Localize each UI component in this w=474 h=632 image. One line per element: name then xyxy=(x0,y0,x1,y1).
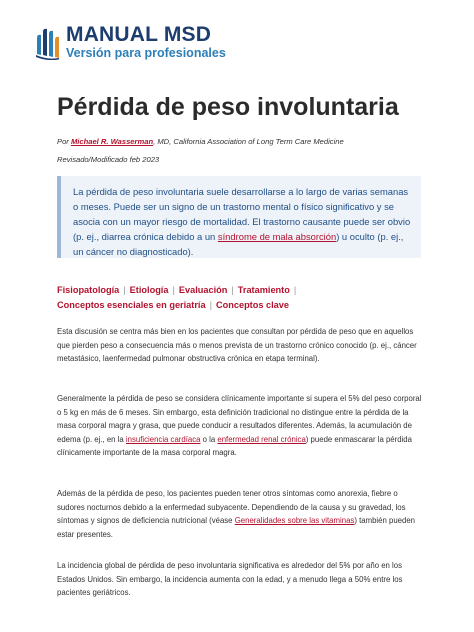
summary-text-end: ) u oculto (p. ej., un cáncer no diagnosticado). xyxy=(73,231,404,257)
body-paragraph-4: La incidencia global de pérdida de peso involuntaria significativa es alrededor del 5% por año en los Estados Unidos. Sin embargo, la incidencia aumenta con la edad, y a menudo llega a 50% entre los pacientes geriátricos. xyxy=(57,561,403,598)
msd-manual-logo[interactable] xyxy=(34,24,226,60)
p2-text-end: ) puede enmascarar la pérdida clínicamente importante de la masa corporal magra. xyxy=(57,434,412,458)
nav-link-evaluacion[interactable]: Evaluación xyxy=(178,285,228,295)
nav-link-conceptos-geriatria[interactable]: Conceptos esenciales en geriatría xyxy=(57,300,206,310)
summary-text xyxy=(61,176,421,259)
link-generalidades-vitaminas[interactable]: Generalidades sobre las vitaminas xyxy=(234,516,355,526)
p3-text-end: ) también pueden estar presentes. xyxy=(57,516,416,539)
byline-prefix: Por xyxy=(57,137,71,146)
body-paragraph-1: Esta discusión se centra más bien en los pacientes que consultan por pérdida de peso que en aquellos que pierden peso a consecuencia más o menos prevista de un trastorno crónico conocido (p. ej., cáncer metastásico, laenfermedad pulmonar obstructiva crónica en etapa terminal). xyxy=(57,327,417,364)
link-insuficiencia-cardiaca[interactable]: insuficiencia cardíaca xyxy=(125,434,201,444)
manual-logo-icon xyxy=(34,24,60,60)
author-link[interactable]: Michael R. Wasserman xyxy=(70,137,154,146)
revised-date: Revisado/Modificado feb 2023 xyxy=(57,155,160,164)
nav-link-tratamiento[interactable]: Tratamiento xyxy=(237,285,290,295)
body-paragraph-2 xyxy=(57,392,427,460)
nav-separator: | xyxy=(209,300,212,310)
nav-link-etiologia[interactable]: Etiología xyxy=(129,285,169,295)
section-nav xyxy=(57,283,427,313)
summary-text-start: La pérdida de peso involuntaria suele desarrollarse a lo largo de varias semanas o meses. Puede ser un signo de un trastorno mental o físico significativo y se asocia con un mayor riesgo de mortalidad. El trastorno causante puede ser obvio (p. ej., diarrea crónica debido a un xyxy=(73,186,411,242)
nav-link-conceptos-clave[interactable]: Conceptos clave xyxy=(215,300,289,310)
nav-separator: | xyxy=(123,285,126,295)
p2-text-start: Generalmente la pérdida de peso se considera clínicamente importante si supera el 5% del peso corporal o 5 kg en más de 6 meses. Sin embargo, esta definición tradicional no distingue entre la pérdida de la masa corporal magra y grasa, que puede conducir a resultados diferentes. Además, la acumulación de edema (p. ej., en la xyxy=(57,394,422,444)
nav-link-fisiopatologia[interactable]: Fisiopatología xyxy=(57,285,120,295)
summary-box xyxy=(57,176,421,258)
body-paragraph-3 xyxy=(57,487,427,541)
page-title: Pérdida de peso involuntaria xyxy=(57,93,399,121)
nav-separator: | xyxy=(172,285,175,295)
p3-text-start: Además de la pérdida de peso, los pacientes pueden tener otros síntomas como anorexia, fiebre o sudores nocturnos debido a la enfermedad subyacente. Dependiendo de la causa y su gravedad, los síntomas y signos de deficiencia nutricional (véase xyxy=(57,489,406,526)
link-enfermedad-renal-cronica[interactable]: enfermedad renal crónica xyxy=(217,434,306,444)
p2-text-middle: o la xyxy=(200,434,218,444)
nav-separator: | xyxy=(293,285,297,295)
summary-link-malabsorption[interactable]: síndrome de mala absorción xyxy=(217,231,337,242)
byline xyxy=(57,137,344,146)
byline-affiliation: , MD, California Association of Long Term Care Medicine xyxy=(153,137,344,146)
nav-separator: | xyxy=(231,285,234,295)
brand-subtitle: Versión para profesionales xyxy=(66,46,226,60)
brand-title: MANUAL MSD xyxy=(66,23,212,46)
